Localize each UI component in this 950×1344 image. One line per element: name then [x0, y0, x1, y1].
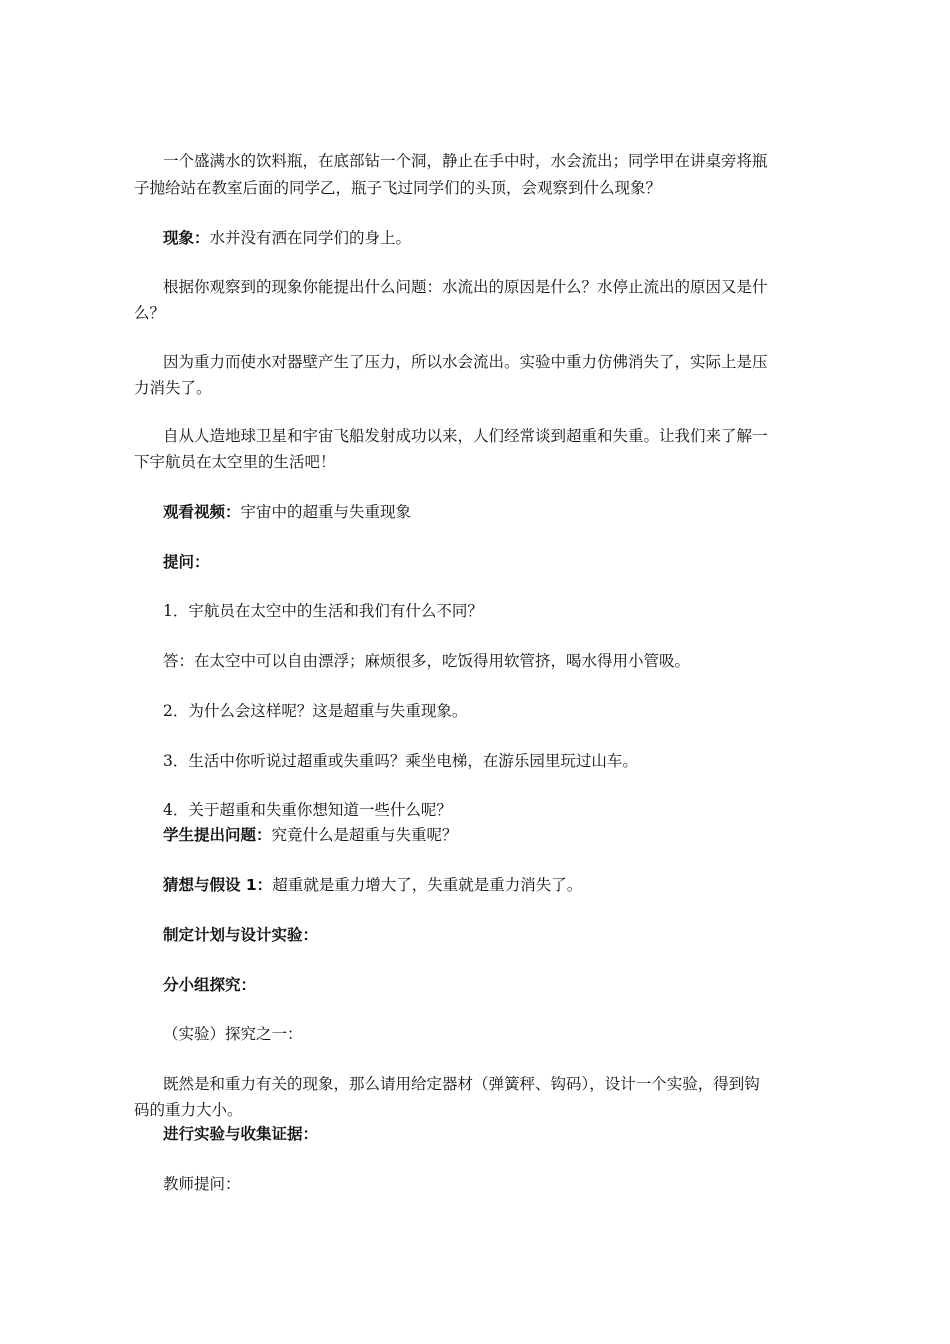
- hypothesis-text: 超重就是重力增大了，失重就是重力消失了。: [272, 876, 583, 894]
- design-line-1: 既然是和重力有关的现象，那么请用给定器材（弹簧秤、钩码），设计一个实验，得到钩: [163, 1075, 760, 1093]
- hypothesis-paragraph: [163, 875, 582, 895]
- answer-1: 答：在太空中可以自由漂浮；麻烦很多，吃饭得用软管挤，喝水得用小管吸。: [163, 652, 691, 670]
- question-4: 4．关于超重和失重你想知道一些什么呢？: [163, 801, 452, 819]
- video-text: 宇宙中的超重与失重现象: [240, 503, 412, 521]
- question-2: 2．为什么会这样呢？这是超重与失重现象。: [163, 702, 468, 720]
- groups-heading: 分小组探究：: [163, 976, 257, 994]
- reason-line-1: 因为重力而使水对器壁产生了压力，所以水会流出。实验中重力仿佛消失了，实际上是压: [163, 353, 768, 371]
- question-line-2: 么？: [134, 304, 166, 322]
- satellite-line-1: 自从人造地球卫星和宇宙飞船发射成功以来，人们经常谈到超重和失重。让我们来了解一: [163, 427, 768, 445]
- plan-heading: 制定计划与设计实验：: [163, 926, 319, 944]
- question-1: 1．宇航员在太空中的生活和我们有什么不同？: [163, 602, 483, 620]
- student-question-label: 学生提出问题：: [163, 826, 272, 844]
- student-question-text: 究竟什么是超重与失重呢？: [271, 826, 458, 844]
- question-3: 3．生活中你听说过超重或失重吗？乘坐电梯，在游乐园里玩过山车。: [163, 752, 638, 770]
- design-line-2: 码的重力大小。: [134, 1101, 243, 1119]
- conduct-heading: 进行实验与收集证据：: [163, 1125, 319, 1143]
- intro-line-2: 子抛给站在教室后面的同学乙，瓶子飞过同学们的头顶，会观察到什么现象？: [134, 179, 662, 197]
- phenomenon-text: 水并没有洒在同学们的身上。: [209, 229, 412, 247]
- ask-heading: 提问：: [163, 553, 210, 571]
- video-paragraph: [163, 502, 411, 522]
- satellite-line-2: 下宇航员在太空里的生活吧！: [134, 453, 336, 471]
- teacher-question: 教师提问：: [163, 1175, 241, 1193]
- question-line-1: 根据你观察到的现象你能提出什么问题：水流出的原因是什么？水停止流出的原因又是什: [163, 278, 768, 296]
- intro-line-1: 一个盛满水的饮料瓶，在底部钻一个洞，静止在手中时，水会流出；同学甲在讲桌旁将瓶: [163, 152, 768, 170]
- phenomenon-paragraph: [163, 228, 411, 248]
- student-question-paragraph: [163, 825, 458, 845]
- experiment-one: （实验）探究之一：: [163, 1025, 303, 1043]
- video-label: 观看视频：: [163, 503, 241, 521]
- hypothesis-label: 猜想与假设 1：: [163, 876, 273, 894]
- reason-line-2: 力消失了。: [134, 379, 212, 397]
- phenomenon-label: 现象：: [163, 229, 210, 247]
